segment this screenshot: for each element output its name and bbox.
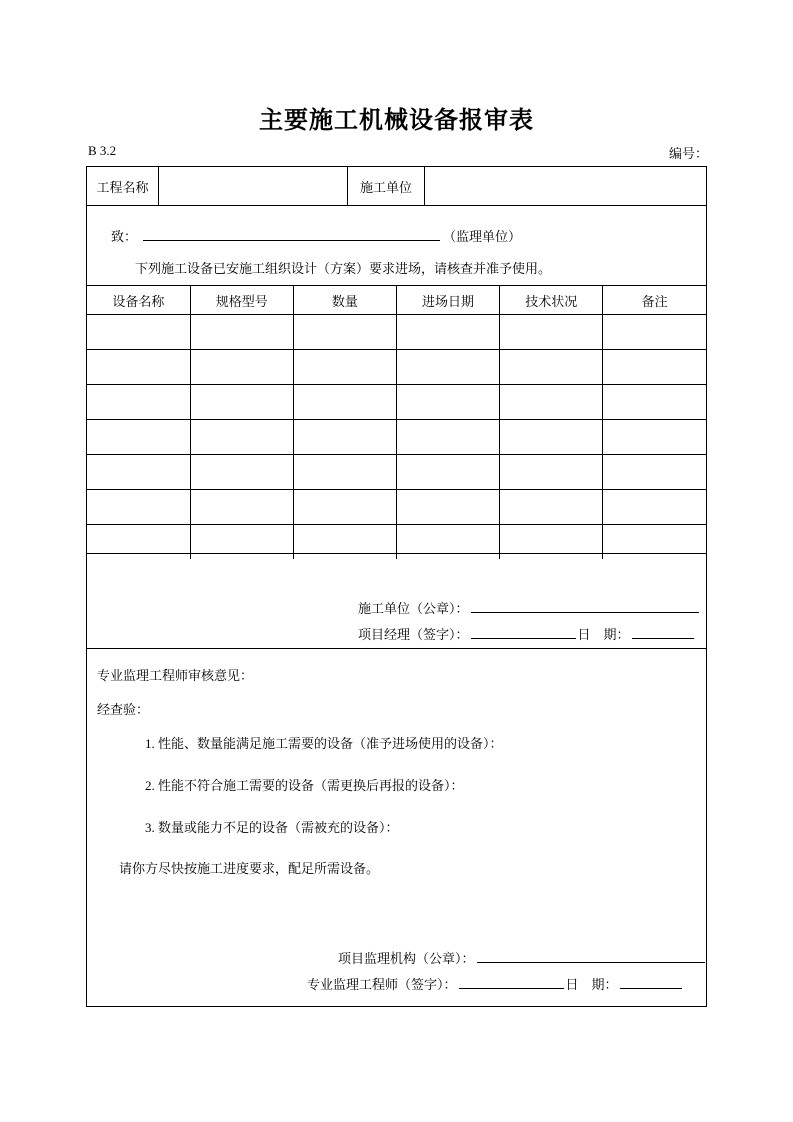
project-name-label: 工程名称 <box>87 167 159 205</box>
contractor-date-input[interactable] <box>632 625 694 639</box>
cell-model[interactable] <box>190 385 293 420</box>
supervisor-review-block <box>87 649 706 1006</box>
cell-remarks[interactable] <box>603 455 706 490</box>
project-manager-label: 项目经理（签字）： <box>358 627 469 642</box>
cell-technical-status[interactable] <box>500 350 603 385</box>
cell-technical-status[interactable] <box>500 455 603 490</box>
header-row <box>87 167 706 206</box>
cell-remarks[interactable] <box>603 420 706 455</box>
cell-equipment-name[interactable] <box>87 490 190 525</box>
cell-technical-status[interactable] <box>500 315 603 350</box>
addressee-label: 致： <box>111 229 138 244</box>
cell-quantity[interactable] <box>293 420 396 455</box>
supervisor-engineer-line <box>307 974 684 993</box>
cell-equipment-name[interactable] <box>87 350 190 385</box>
contractor-signature-block <box>87 554 706 649</box>
supervisor-engineer-input[interactable] <box>459 975 564 989</box>
cell-model[interactable] <box>190 315 293 350</box>
table-row <box>87 420 706 455</box>
cell-equipment-name[interactable] <box>87 420 190 455</box>
cell-technical-status[interactable] <box>500 490 603 525</box>
cell-arrival-date[interactable] <box>396 385 499 420</box>
project-name-field[interactable] <box>159 167 348 205</box>
addressee-input[interactable] <box>143 227 440 241</box>
contractor-field[interactable] <box>425 167 706 205</box>
addressee-block <box>87 206 706 286</box>
column-header-equipment-name: 设备名称 <box>87 286 190 315</box>
project-manager-input[interactable] <box>471 625 576 639</box>
addressee-suffix: （监理单位） <box>443 229 522 244</box>
cell-remarks[interactable] <box>603 490 706 525</box>
review-item-3: 3. 数量或能力不足的设备（需被充的设备）： <box>145 820 399 835</box>
contractor-seal-line <box>358 598 701 617</box>
project-manager-line <box>358 624 696 643</box>
cell-technical-status[interactable] <box>500 420 603 455</box>
cell-arrival-date[interactable] <box>396 490 499 525</box>
supervisor-date-input[interactable] <box>620 975 682 989</box>
cell-quantity[interactable] <box>293 455 396 490</box>
form-code-line <box>88 143 708 161</box>
table-header-row <box>87 286 706 315</box>
intro-text: 下列施工设备已安施工组织设计（方案）要求进场，请核查并准予使用。 <box>135 261 552 276</box>
cell-equipment-name[interactable] <box>87 315 190 350</box>
cell-remarks[interactable] <box>603 315 706 350</box>
supervisor-org-label: 项目监理机构（公章）： <box>338 951 475 966</box>
contractor-date-label: 日 期： <box>577 627 630 642</box>
cell-quantity[interactable] <box>293 490 396 525</box>
cell-model[interactable] <box>190 490 293 525</box>
supervisor-engineer-label: 专业监理工程师（签字）： <box>307 977 457 992</box>
cell-technical-status[interactable] <box>500 385 603 420</box>
equipment-table <box>87 286 706 554</box>
table-row <box>87 350 706 385</box>
column-header-remarks: 备注 <box>603 286 706 315</box>
table-row <box>87 455 706 490</box>
cell-arrival-date[interactable] <box>396 315 499 350</box>
form-frame <box>86 166 707 1007</box>
cell-arrival-date[interactable] <box>396 455 499 490</box>
cell-equipment-name[interactable] <box>87 385 190 420</box>
column-header-quantity: 数量 <box>293 286 396 315</box>
cell-model[interactable] <box>190 455 293 490</box>
cell-quantity[interactable] <box>293 315 396 350</box>
review-examined-label: 经查验： <box>97 702 150 717</box>
cell-model[interactable] <box>190 420 293 455</box>
cell-quantity[interactable] <box>293 350 396 385</box>
cell-remarks[interactable] <box>603 350 706 385</box>
supervisor-org-input[interactable] <box>477 949 705 963</box>
cell-model[interactable] <box>190 350 293 385</box>
column-header-technical-status: 技术状况 <box>500 286 603 315</box>
form-code: B 3.2 <box>88 143 117 158</box>
contractor-label: 施工单位 <box>348 167 425 205</box>
review-heading: 专业监理工程师审核意见： <box>97 668 254 683</box>
column-header-model: 规格型号 <box>190 286 293 315</box>
cell-remarks[interactable] <box>603 385 706 420</box>
supervisor-org-line <box>338 948 707 967</box>
table-row <box>87 490 706 525</box>
review-item-1: 1. 性能、数量能满足施工需要的设备（准予进场使用的设备）： <box>145 736 503 751</box>
page-title: 主要施工机械设备报审表 <box>259 107 534 134</box>
contractor-seal-label: 施工单位（公章）： <box>358 601 469 616</box>
column-header-arrival-date: 进场日期 <box>396 286 499 315</box>
review-item-2: 2. 性能不符合施工需要的设备（需更换后再报的设备）： <box>145 778 464 793</box>
serial-number-label: 编号： <box>668 146 708 161</box>
cell-arrival-date[interactable] <box>396 350 499 385</box>
cell-quantity[interactable] <box>293 385 396 420</box>
contractor-seal-input[interactable] <box>471 599 699 613</box>
review-closing-text: 请你方尽快按施工进度要求，配足所需设备。 <box>119 861 380 876</box>
table-row <box>87 315 706 350</box>
table-row <box>87 385 706 420</box>
cell-equipment-name[interactable] <box>87 455 190 490</box>
supervisor-date-label: 日 期： <box>565 977 618 992</box>
cell-arrival-date[interactable] <box>396 420 499 455</box>
addressee-line <box>111 226 521 245</box>
